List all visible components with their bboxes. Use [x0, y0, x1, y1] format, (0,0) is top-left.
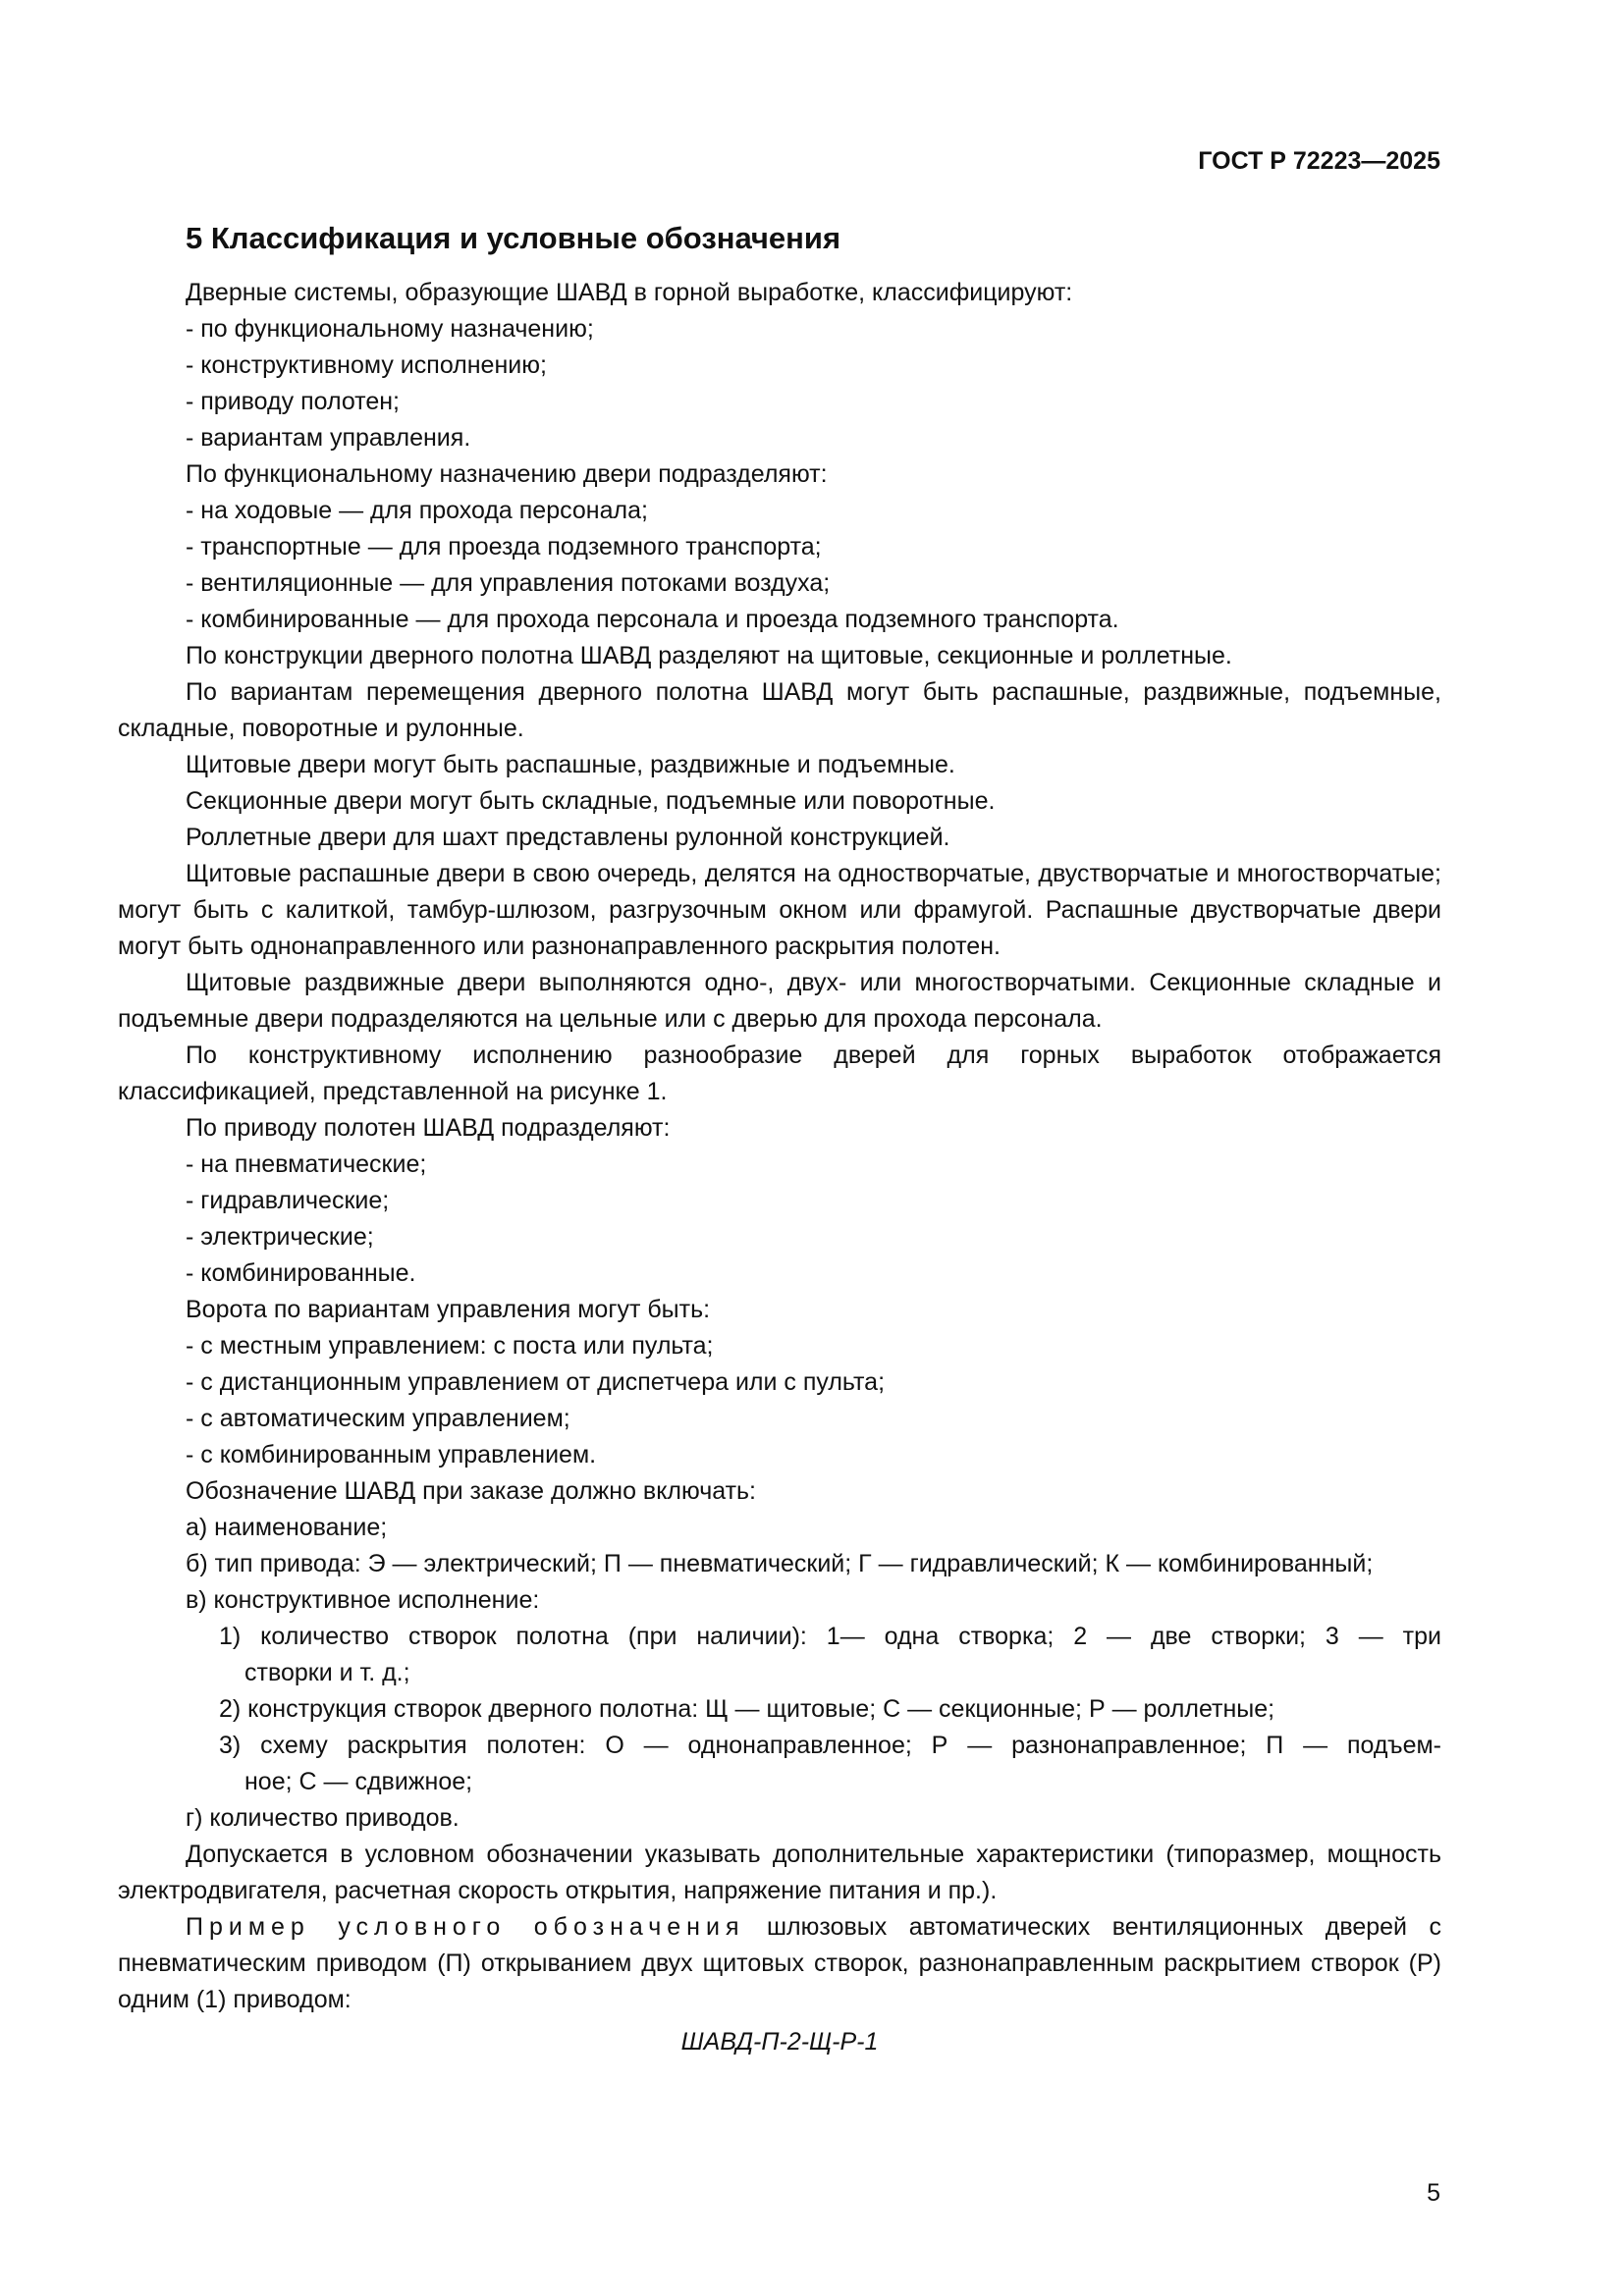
- sliding-paragraph: Щитовые раздвижные двери выполняются одно-, двух- или многостворчатыми. Секционные складные и подъемные двери подразделяются на цельные или с дверью для прохода персонала.: [118, 969, 1441, 1033]
- swing-paragraph: Щитовые распашные двери в свою очередь, делятся на одностворчатые, двустворчатые и многостворчатые; могут быть с калиткой, тамбур-шлюзом, разгрузочным окном или фрамугой. Распашные двустворчатые двери могут быть однонаправленного или разнонаправленного раскрытия полотен.: [118, 860, 1441, 960]
- shield-paragraph: Щитовые двери могут быть распашные, раздвижные и подъемные.: [186, 751, 955, 778]
- example-text: шлюзовых автоматических вентиляционных дверей с пневматическим приводом (П) открыванием двух щитовых створок, разнонаправленным раскрытием створок (Р) одним (1) приводом:: [118, 1913, 1441, 2013]
- list-item: - с автоматическим управлением;: [186, 1405, 570, 1432]
- functional-intro: По функциональному назначению двери подразделяют:: [186, 460, 828, 488]
- list-item: - транспортные — для проезда подземного транспорта;: [186, 533, 822, 561]
- list-item: - с комбинированным управлением.: [186, 1441, 597, 1468]
- sectional-paragraph: Секционные двери могут быть складные, подъемные или поворотные.: [186, 787, 996, 815]
- roller-paragraph: Роллетные двери для шахт представлены рулонной конструкцией.: [186, 824, 950, 851]
- designation-item-g: г) количество приводов.: [186, 1804, 460, 1832]
- list-item: - с дистанционным управлением от диспетчера или с пульта;: [186, 1368, 886, 1396]
- classification-intro: Дверные системы, образующие ШАВД в горной выработке, классифицируют:: [186, 279, 1073, 306]
- list-item: - приводу полотен;: [186, 388, 401, 415]
- control-list: [118, 1328, 1441, 1473]
- additional-characteristics-paragraph: Допускается в условном обозначении указывать дополнительные характеристики (типоразмер, мощность электродвигателя, расчетная скорость открытия, напряжение питания и пр.).: [118, 1841, 1441, 1904]
- list-item: - на ходовые — для прохода персонала;: [186, 497, 648, 524]
- functional-list: [118, 493, 1441, 638]
- sub-item-1-continuation: створки и т. д.;: [244, 1659, 410, 1686]
- example-label: Пример условного обозначения: [186, 1913, 745, 1941]
- designation-item-v: в) конструктивное исполнение:: [186, 1586, 540, 1614]
- list-item: - электрические;: [186, 1223, 374, 1251]
- drive-list: [118, 1147, 1441, 1292]
- list-item: - комбинированные.: [186, 1259, 416, 1287]
- document-id: ГОСТ Р 72223—2025: [1198, 147, 1440, 175]
- designation-intro: Обозначение ШАВД при заказе должно включать:: [186, 1477, 757, 1505]
- movement-paragraph: По вариантам перемещения дверного полотна ШАВД могут быть распашные, раздвижные, подъемные, складные, поворотные и рулонные.: [118, 678, 1441, 742]
- designation-item-b: б) тип привода: Э — электрический; П — пневматический; Г — гидравлический; К — комбинированный;: [186, 1550, 1374, 1577]
- designation-item-a: а) наименование;: [186, 1514, 388, 1541]
- section-title: 5 Классификация и условные обозначения: [186, 221, 841, 255]
- designation-example-code: ШАВД-П-2-Щ-Р-1: [680, 2028, 879, 2056]
- page-number: 5: [1427, 2179, 1440, 2207]
- figure-reference-paragraph: По конструктивному исполнению разнообразие дверей для горных выработок отображается классификацией, представленной на рисунке 1.: [118, 1041, 1441, 1105]
- construction-paragraph: По конструкции дверного полотна ШАВД разделяют на щитовые, секционные и роллетные.: [186, 642, 1232, 669]
- list-item: - вариантам управления.: [186, 424, 471, 452]
- list-item: - на пневматические;: [186, 1150, 427, 1178]
- sub-item-3-continuation: ное; С — сдвижное;: [244, 1768, 473, 1795]
- drive-intro: По приводу полотен ШАВД подразделяют:: [186, 1114, 671, 1142]
- sub-item-1: 1) количество створок полотна (при наличии): 1— одна створка; 2 — две створки; 3 — три: [219, 1623, 1441, 1650]
- list-item: - комбинированные — для прохода персонала и проезда подземного транспорта.: [186, 606, 1119, 633]
- classification-list: [118, 311, 1441, 456]
- section-body: [118, 218, 1441, 2060]
- list-item: - вентиляционные — для управления потоками воздуха;: [186, 569, 831, 597]
- list-item: - гидравлические;: [186, 1187, 390, 1214]
- sub-item-3: 3) схему раскрытия полотен: О — однонаправленное; Р — разнонаправленное; П — подъем-: [219, 1732, 1441, 1759]
- list-item: - конструктивному исполнению;: [186, 351, 547, 379]
- list-item: - по функциональному назначению;: [186, 315, 594, 343]
- list-item: - с местным управлением: с поста или пульта;: [186, 1332, 714, 1360]
- sub-item-2: 2) конструкция створок дверного полотна: Щ — щитовые; С — секционные; Р — роллетные;: [219, 1695, 1275, 1723]
- control-intro: Ворота по вариантам управления могут быть:: [186, 1296, 711, 1323]
- example-paragraph: [118, 1909, 1441, 2018]
